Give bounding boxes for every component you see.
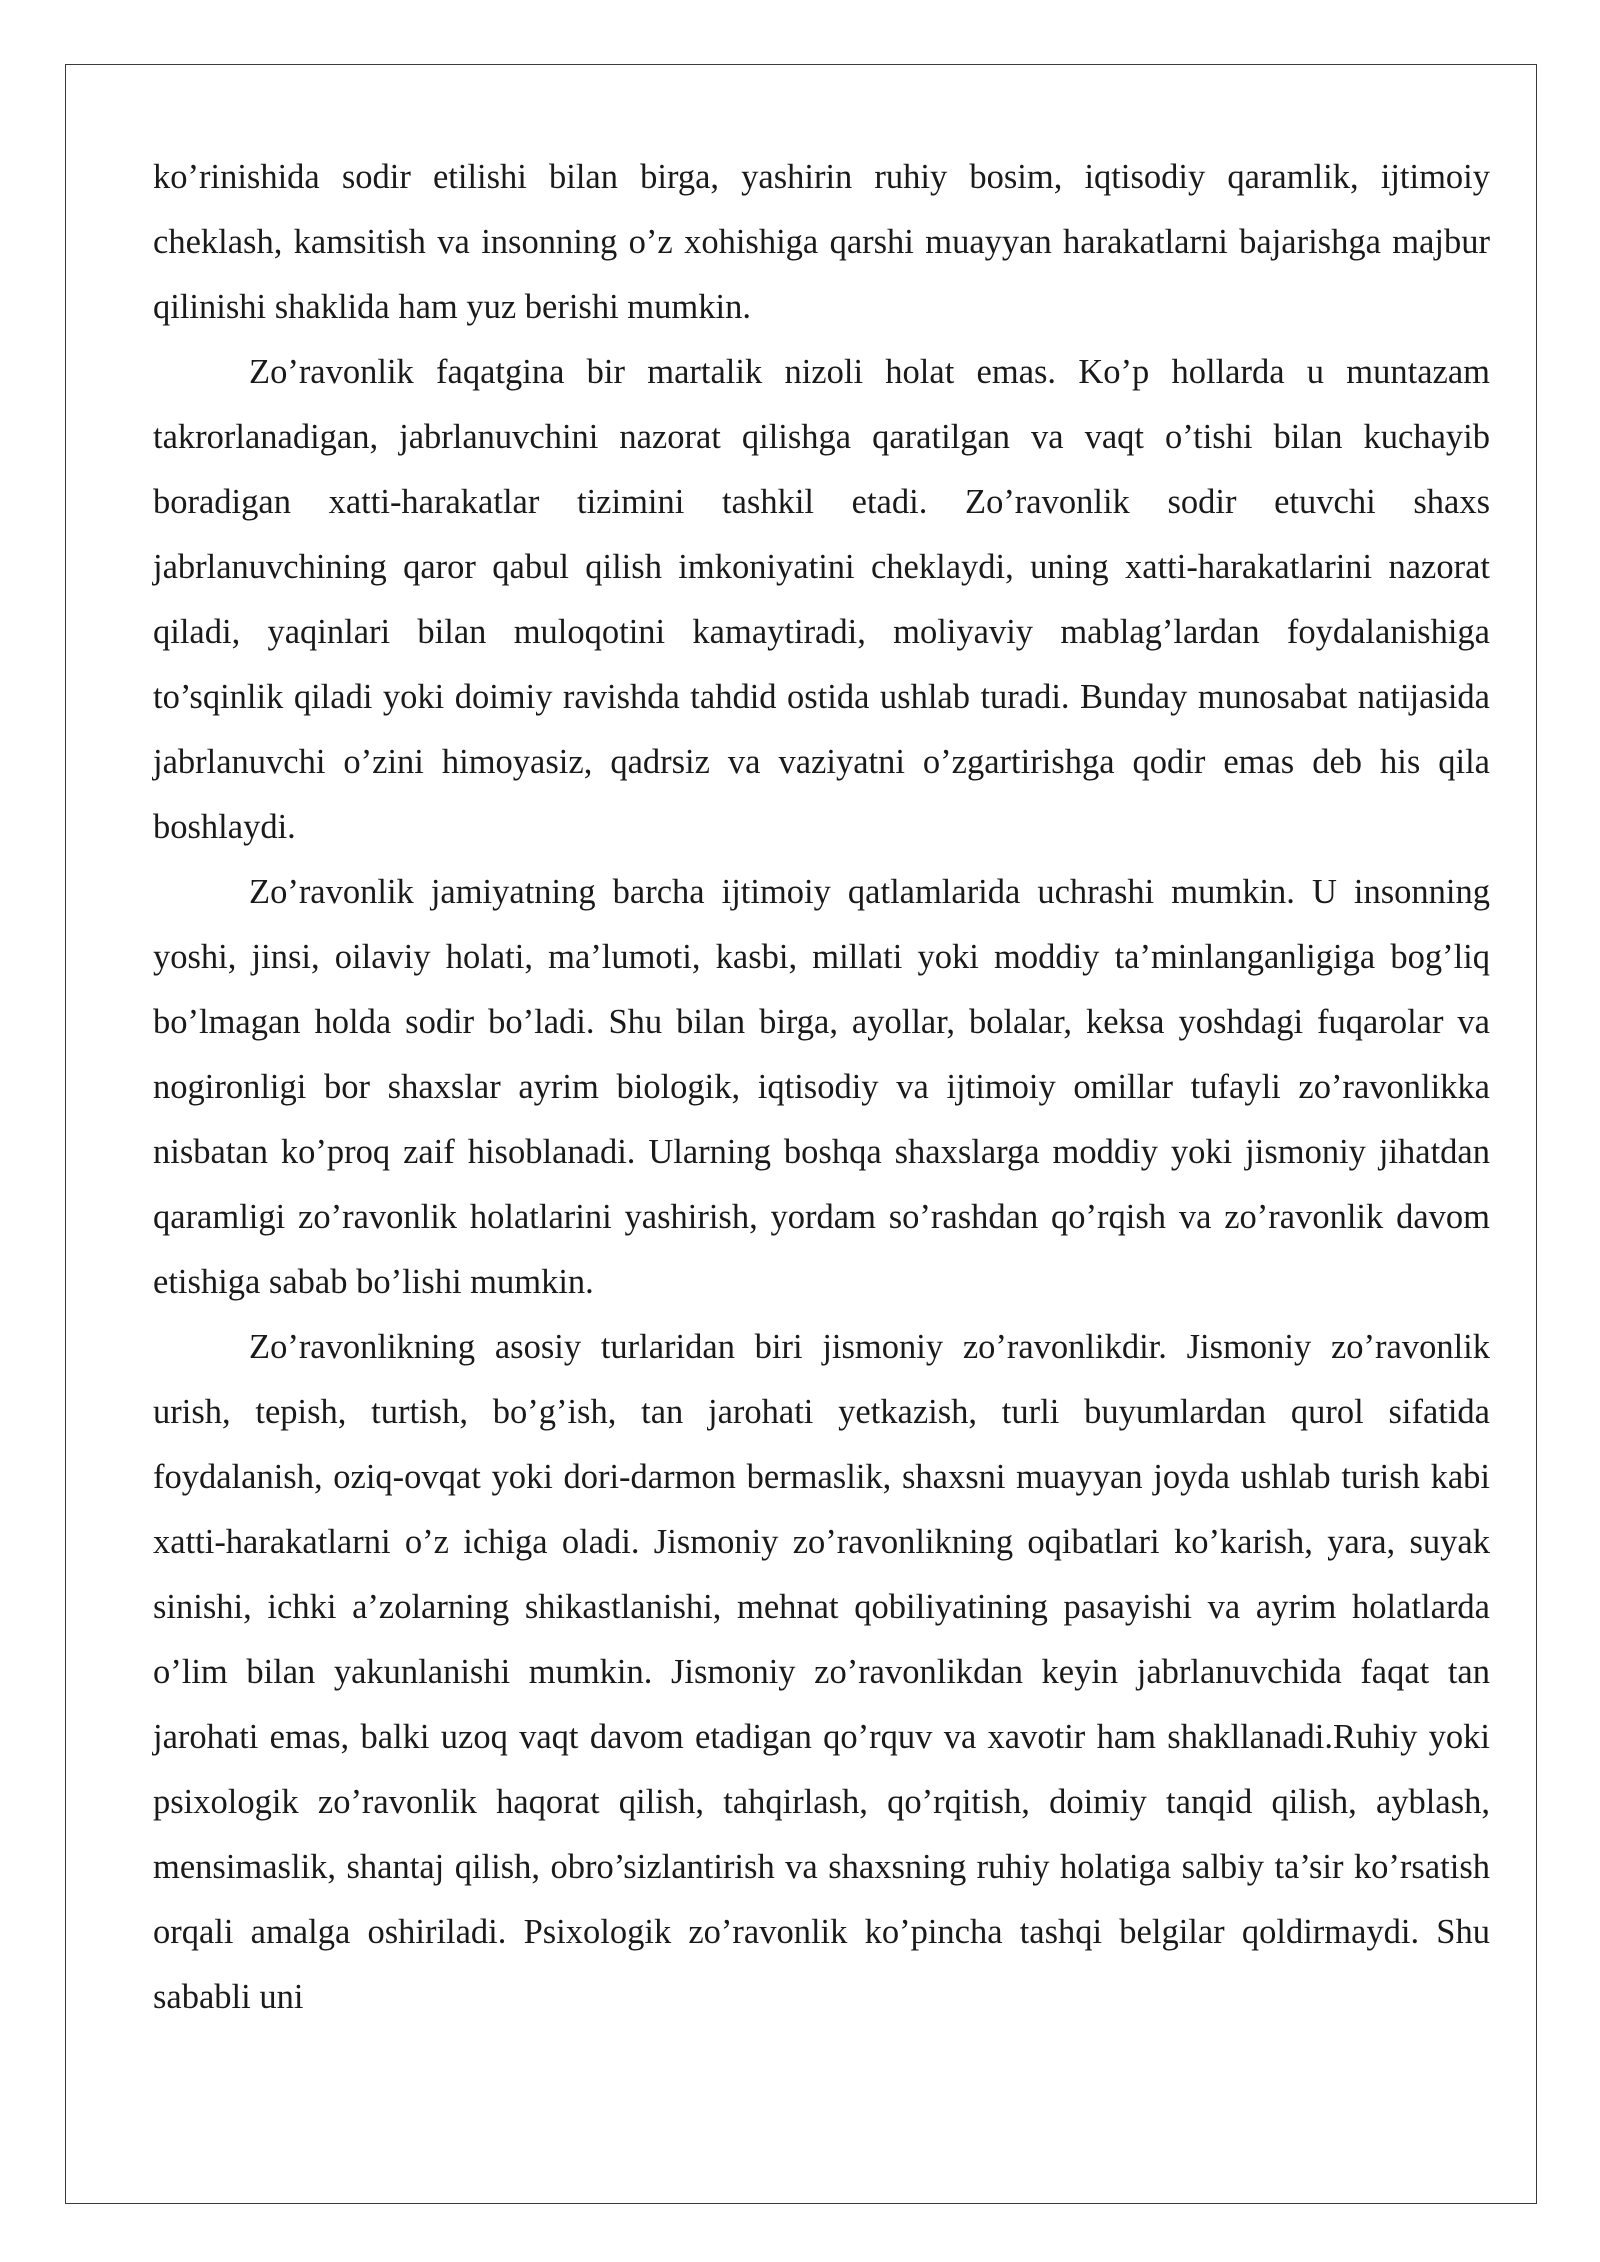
- paragraph-physical-violence: Zo’ravonlikning asosiy turlaridan biri jismoniy zo’ravonlikdir. Jismoniy zo’ravonlik urish, tepish, turtish, bo’g’ish, tan jarohati yetkazish, turli buyumlardan qurol sifatida foydalanish, oziq-ovqat yoki dori-darmon bermaslik, shaxsni muayyan joyda ushlab turish kabi xatti-harakatlarni o’z ichiga oladi. Jismoniy zo’ravonlikning oqibatlari ko’karish, yara, suyak sinishi, ichki a’zolarning shikastlanishi, mehnat qobiliyatining pasayishi va ayrim holatlarda o’lim bilan yakunlanishi mumkin. Jismoniy zo’ravonlikdan keyin jabrlanuvchida faqat tan jarohati emas, balki uzoq vaqt davom etadigan qo’rquv va xavotir ham shakllanadi.Ruhiy yoki psixologik zo’ravonlik haqorat qilish, tahqirlash, qo’rqitish, doimiy tanqid qilish, ayblash, mensimaslik, shantaj qilish, obro’sizlantirish va shaxsning ruhiy holatiga salbiy ta’sir ko’rsatish orqali amalga oshiriladi. Psixologik zo’ravonlik ko’pincha tashqi belgilar qoldirmaydi. Shu sababli uni: [153, 1328, 1490, 2016]
- paragraph-violence-pattern: Zo’ravonlik faqatgina bir martalik nizoli holat emas. Ko’p hollarda u muntazam takrorlanadigan, jabrlanuvchini nazorat qilishga qaratilgan va vaqt o’tishi bilan kuchayib boradigan xatti-harakatlar tizimini tashkil etadi. Zo’ravonlik sodir etuvchi shaxs jabrlanuvchining qaror qabul qilish imkoniyatini cheklaydi, uning xatti-harakatlarini nazorat qiladi, yaqinlari bilan muloqotini kamaytiradi, moliyaviy mablag’lardan foydalanishiga to’sqinlik qiladi yoki doimiy ravishda tahdid ostida ushlab turadi. Bunday munosabat natijasida jabrlanuvchi o’zini himoyasiz, qadrsiz va vaziyatni o’zgartirishga qodir emas deb his qila boshlaydi.: [153, 353, 1490, 846]
- document-body: [153, 145, 1490, 2030]
- paragraph-continuation: ko’rinishida sodir etilishi bilan birga, yashirin ruhiy bosim, iqtisodiy qaramlik, ijtimoiy cheklash, kamsitish va insonning o’z xohishiga qarshi muayyan harakatlarni bajarishga majbur qilinishi shaklida ham yuz berishi mumkin.: [153, 158, 1490, 326]
- paragraph-social-layers: Zo’ravonlik jamiyatning barcha ijtimoiy qatlamlarida uchrashi mumkin. U insonning yoshi, jinsi, oilaviy holati, ma’lumoti, kasbi, millati yoki moddiy ta’minlanganligiga bog’liq bo’lmagan holda sodir bo’ladi. Shu bilan birga, ayollar, bolalar, keksa yoshdagi fuqarolar va nogironligi bor shaxslar ayrim biologik, iqtisodiy va ijtimoiy omillar tufayli zo’ravonlikka nisbatan ko’proq zaif hisoblanadi. Ularning boshqa shaxslarga moddiy yoki jismoniy jihatdan qaramligi zo’ravonlik holatlarini yashirish, yordam so’rashdan qo’rqish va zo’ravonlik davom etishiga sabab bo’lishi mumkin.: [153, 873, 1490, 1301]
